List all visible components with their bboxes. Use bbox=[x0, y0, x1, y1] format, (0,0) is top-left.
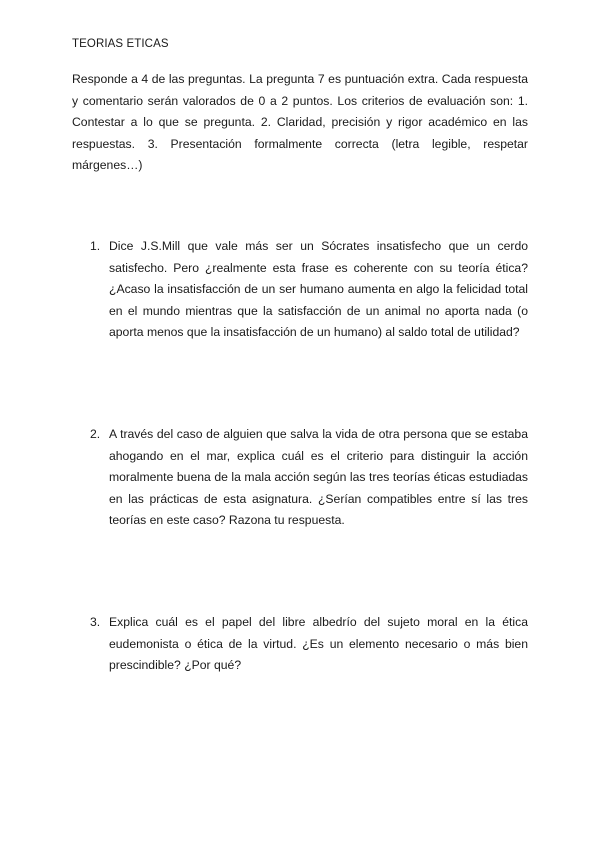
question-number: 3. bbox=[90, 615, 101, 629]
question-number: 2. bbox=[90, 427, 101, 441]
question-3 bbox=[90, 612, 528, 677]
question-text: Explica cuál es el papel del libre albedrío del sujeto moral en la ética eudemonista o ética de la virtud. ¿Es un elemento necesario o más bien prescindible? ¿Por qué? bbox=[109, 615, 528, 672]
question-1 bbox=[90, 236, 528, 344]
question-text: A través del caso de alguien que salva la vida de otra persona que se estaba ahogando en el mar, explica cuál es el criterio para distinguir la acción moralmente buena de la mala acción según las tres teorías éticas estudiadas en las prácticas de esta asignatura. ¿Serían compatibles entre sí las tres teorías en este caso? Razona tu respuesta. bbox=[109, 427, 528, 527]
question-text: Dice J.S.Mill que vale más ser un Sócrates insatisfecho que un cerdo satisfecho. Pero ¿realmente esta frase es coherente con su teoría ética? ¿Acaso la insatisfacción de un ser humano aumenta en algo la felicidad total en el mundo mientras que la satisfacción de un animal no aporta nada (o aporta menos que la insatisfacción de un humano) al saldo total de utilidad? bbox=[109, 239, 528, 339]
document-title: TEORIAS ETICAS bbox=[72, 38, 169, 50]
question-2 bbox=[90, 424, 528, 532]
instructions-paragraph: Responde a 4 de las preguntas. La pregunta 7 es puntuación extra. Cada respuesta y comentario serán valorados de 0 a 2 puntos. Los criterios de evaluación son: 1. Contestar a lo que se pregunta. 2. Claridad, precisión y rigor académico en las respuestas. 3. Presentación formalmente correcta (letra legible, respetar márgenes…) bbox=[72, 72, 528, 172]
question-number: 1. bbox=[90, 239, 101, 253]
